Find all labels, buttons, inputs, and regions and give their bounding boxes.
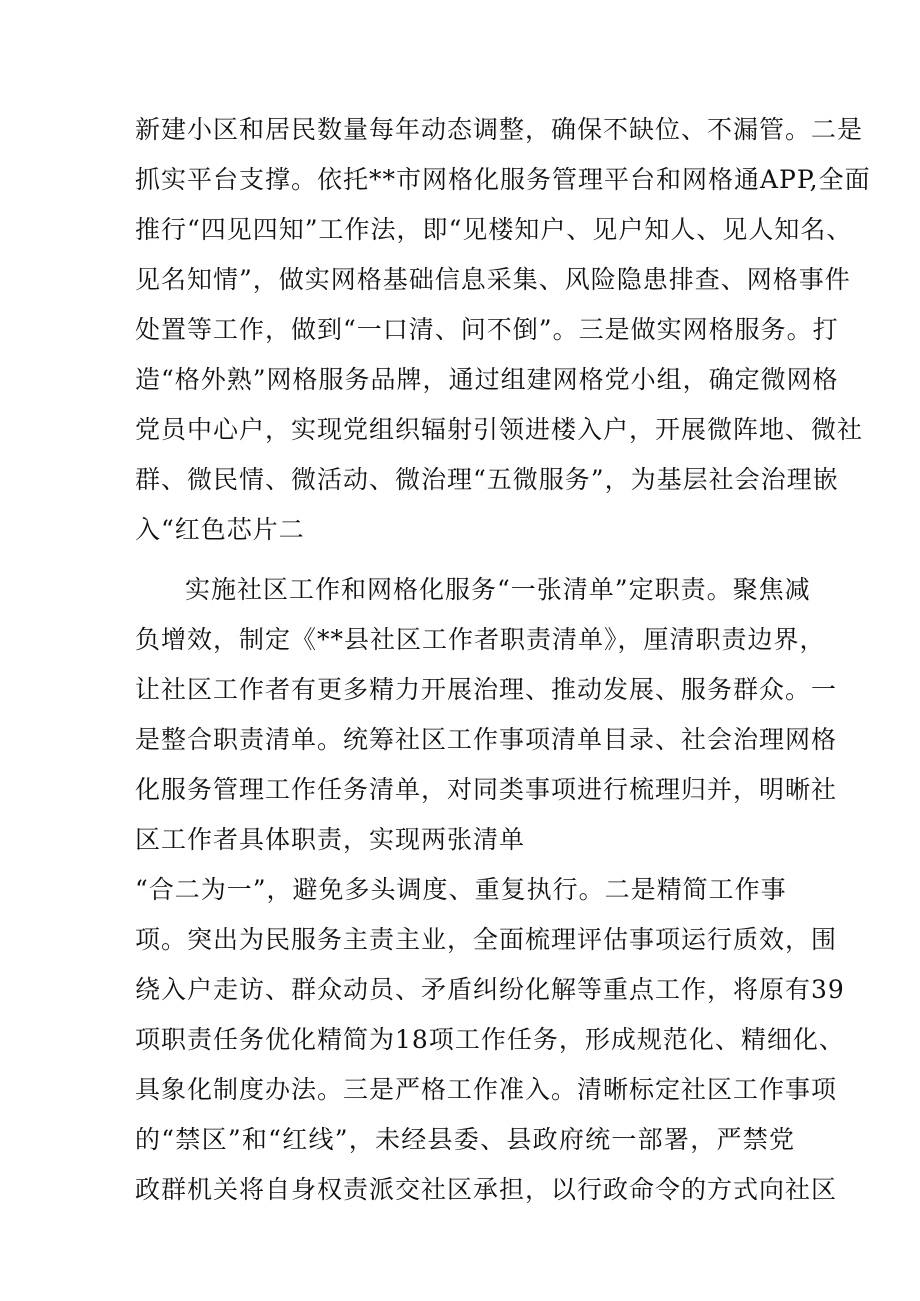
text-line: 政群机关将自身权责派交社区承担，以行政命令的方式向社区: [135, 1175, 838, 1204]
text-line: 新建小区和居民数量每年动态调整，确保不缺位、不漏管。二是: [135, 115, 864, 144]
text-line: 抓实平台支撑。依托**市网格化服务管理平台和网格通APP,全面: [135, 165, 871, 194]
text-line: 党员中心户，实现党组织辐射引领进楼入户，开展微阵地、微社: [135, 415, 864, 444]
text-line: 推行“四见四知”工作法，即“见楼知户、见户知人、见人知名、: [135, 215, 853, 244]
text-line: 处置等工作，做到“一口清、问不倒”。三是做实网格服务。打: [135, 315, 839, 344]
text-line: 化服务管理工作任务清单，对同类事项进行梳理归并，明晰社: [135, 775, 838, 804]
text-line: 具象化制度办法。三是严格工作准入。清晰标定社区工作事项: [135, 1075, 838, 1104]
text-line: 造“格外熟”网格服务品牌，通过组建网格党小组，确定微网格: [135, 365, 839, 394]
text-line: 的“禁区”和“红线”，未经县委、县政府统一部署，严禁党: [135, 1125, 795, 1154]
text-line: 入“红色芯片二: [135, 515, 305, 544]
text-line: 绕入户走访、群众动员、矛盾纠纷化解等重点工作，将原有39: [135, 975, 845, 1004]
text-line: 群、微民情、微活动、微治理“五微服务”，为基层社会治理嵌: [135, 465, 839, 494]
text-line: 是整合职责清单。统筹社区工作事项清单目录、社会治理网格: [135, 725, 838, 754]
text-line: 见名知情”，做实网格基础信息采集、风险隐患排查、网格事件: [135, 265, 851, 294]
text-line: 项。突出为民服务主责主业，全面梳理评估事项运行质效，围: [135, 925, 838, 954]
text-line: 项职责任务优化精简为18项工作任务，形成规范化、精细化、: [135, 1025, 845, 1054]
text-line: 实施社区工作和网格化服务“一张清单”定职责。聚焦减: [185, 575, 811, 604]
text-line: 区工作者具体职责，实现两张清单: [135, 825, 526, 854]
text-line: “合二为一”，避免多头调度、重复执行。二是精简工作事: [135, 875, 787, 904]
text-line: 负增效，制定《**县社区工作者职责清单》，厘清职责边界，: [135, 625, 826, 654]
text-line: 让社区工作者有更多精力开展治理、推动发展、服务群众。一: [135, 675, 838, 704]
